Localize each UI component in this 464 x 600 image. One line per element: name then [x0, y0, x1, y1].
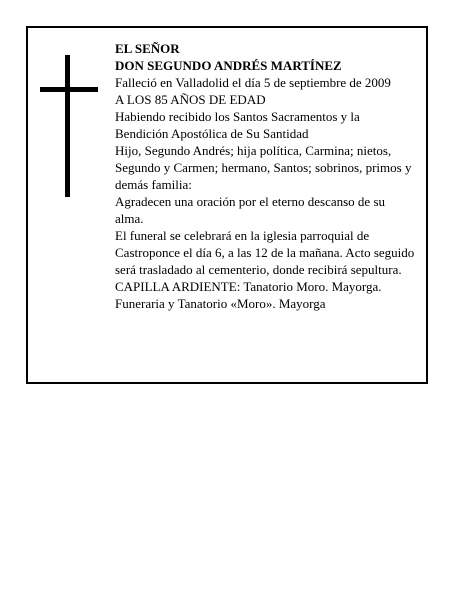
chapel-details: CAPILLA ARDIENTE: Tanatorio Moro. Mayorga.: [115, 279, 382, 294]
prayer-request: Agradecen una oración por el eterno descanso de su alma.: [115, 194, 385, 226]
sacraments-statement: Habiendo recibido los Santos Sacramentos y la Bendición Apostólica de Su Santidad: [115, 109, 360, 141]
cross-vertical-bar: [65, 55, 70, 197]
age-statement: A LOS 85 AÑOS DE EDAD: [115, 92, 266, 107]
funeral-details: El funeral se celebrará en la iglesia parroquial de Castroponce el día 6, a las 12 de la mañana. Acto seguido será trasladado al cementerio, donde recibirá sepultura.: [115, 228, 415, 277]
family-list: Hijo, Segundo Andrés; hija política, Carmina; nietos, Segundo y Carmen; hermano, Santos; sobrinos, primos y demás familia:: [115, 143, 412, 192]
obituary-notice: [26, 26, 428, 384]
notice-title: EL SEÑOR: [115, 41, 180, 56]
death-statement: Falleció en Valladolid el día 5 de septiembre de 2009: [115, 75, 391, 90]
deceased-name: DON SEGUNDO ANDRÉS MARTÍNEZ: [115, 58, 342, 73]
cross-horizontal-bar: [40, 87, 98, 92]
cross-icon: [40, 55, 98, 197]
funeral-home: Funeraria y Tanatorio «Moro». Mayorga: [115, 296, 326, 311]
notice-body: [115, 40, 415, 312]
